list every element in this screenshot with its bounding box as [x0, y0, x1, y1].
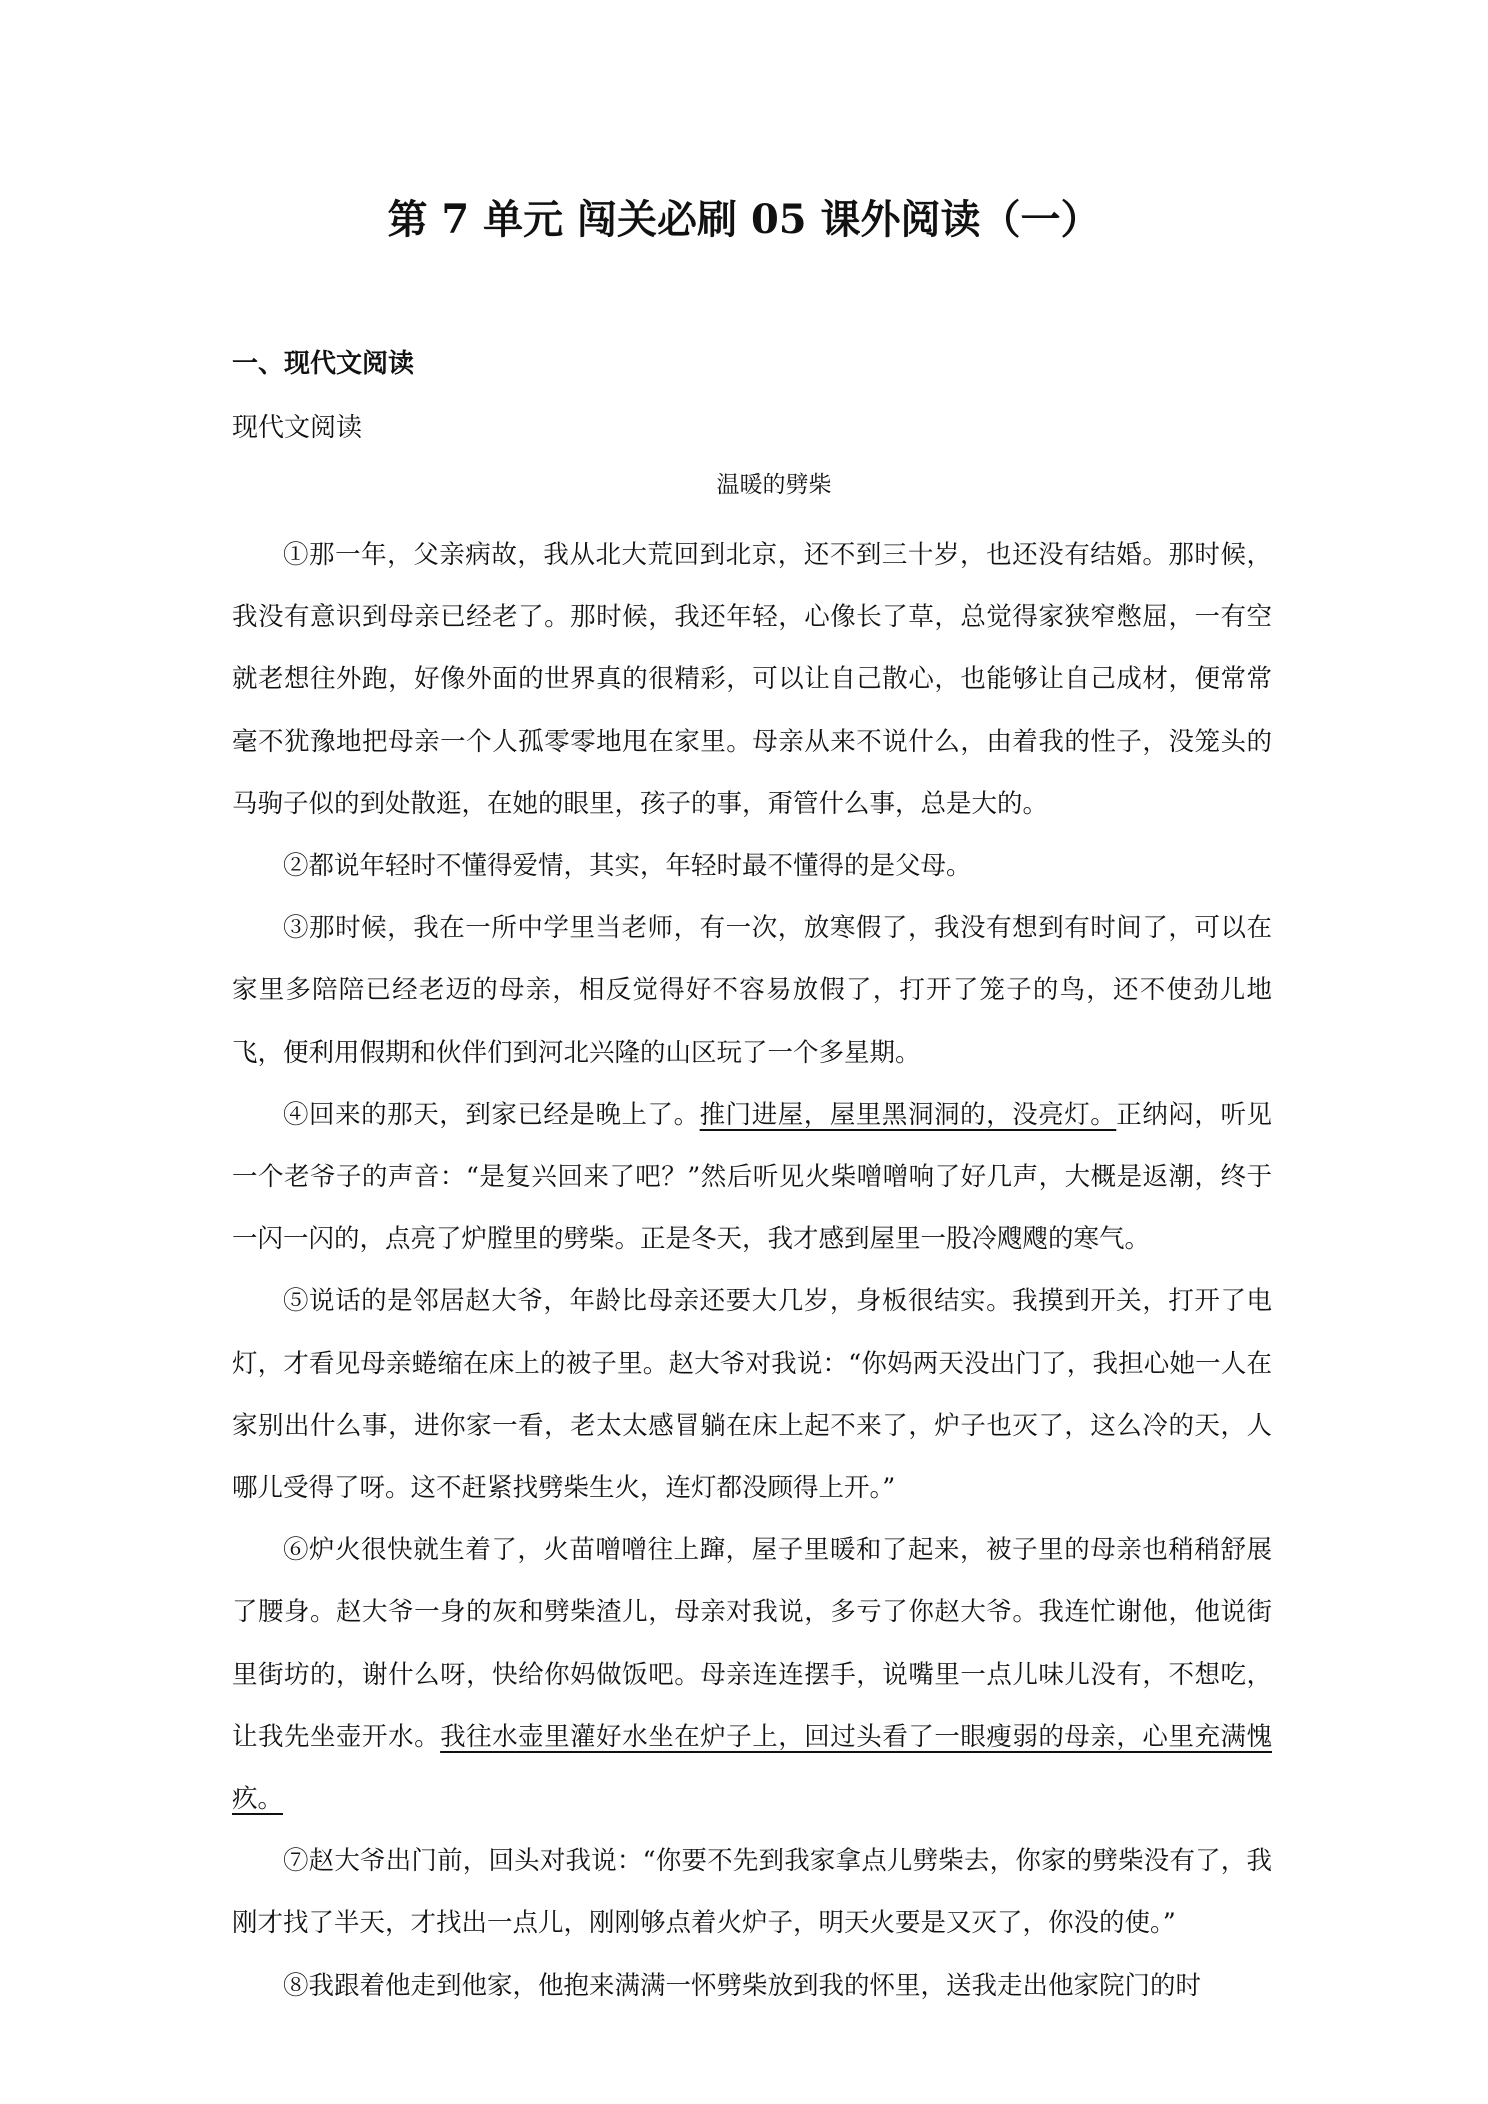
paragraph-6 [232, 1519, 1272, 1830]
paragraph-6-underlined-sentence: 我往水壶里灌好水坐在炉子上，回过头看了一眼瘦弱的母亲，心里充满愧疚。 [232, 1721, 1272, 1815]
paragraph-4-underlined-sentence: 推门进屋，屋里黑洞洞的，没亮灯。 [699, 1099, 1117, 1130]
paragraph-5: ⑤说话的是邻居赵大爷，年龄比母亲还要大几岁，身板很结实。我摸到开关，打开了电灯，才看见母亲蜷缩在床上的被子里。赵大爷对我说：“你妈两天没出门了，我担心她一人在家别出什么事，进你家一看，老太太感冒躺在床上起不来了，炉子也灭了，这么冷的天，人哪儿受得了呀。这不赶紧找劈柴生火，连灯都没顾得上开。” [232, 1286, 1272, 1504]
paragraph-7: ⑦赵大爷出门前，回头对我说：“你要不先到我家拿点儿劈柴去，你家的劈柴没有了，我刚才找了半天，才找出一点儿，刚刚够点着火炉子，明天火要是又灭了，你没的使。” [232, 1846, 1272, 1939]
paragraph-4-text-before: ④回来的那天，到家已经是晚上了。 [283, 1099, 700, 1130]
section-heading: 一、现代文阅读 [232, 349, 415, 379]
paragraph-6-text-before: ⑥炉火很快就生着了，火苗噌噌往上蹿，屋子里暖和了起来，被子里的母亲也稍稍舒展了腰身。赵大爷一身的灰和劈柴渣儿，母亲对我说，多亏了你赵大爷。我连忙谢他，他说街里街坊的，谢什么呀，快给你妈做饭吧。母亲连连摆手，说嘴里一点儿味儿没有，不想吃，让我先坐壶开水。 [232, 1535, 1272, 1752]
article-body [232, 524, 1272, 2017]
paragraph-8: ⑧我跟着他走到他家，他抱来满满一怀劈柴放到我的怀里，送我走出他家院门的时 [283, 1970, 1202, 2001]
paragraph-2: ②都说年轻时不懂得爱情，其实，年轻时最不懂得的是父母。 [283, 851, 972, 882]
paragraph-4-text-after: 正纳闷，听见一个老爷子的声音：“是复兴回来了吧？”然后听见火柴噌噌响了好几声，大概是返潮，终于一闪一闪的，点亮了炉膛里的劈柴。正是冬天，我才感到屋里一股冷飕飕的寒气。 [232, 1099, 1272, 1255]
section-subheading: 现代文阅读 [232, 413, 363, 443]
document-title: 第 7 单元 闯关必刷 05 课外阅读（一） [387, 196, 1101, 243]
paragraph-1: ①那一年，父亲病故，我从北大荒回到北京，还不到三十岁，也还没有结婚。那时候，我没有意识到母亲已经老了。那时候，我还年轻，心像长了草，总觉得家狭窄憋屈，一有空就老想往外跑，好像外面的世界真的很精彩，可以让自己散心，也能够让自己成材，便常常毫不犹豫地把母亲一个人孤零零地甩在家里。母亲从来不说什么，由着我的性子，没笼头的马驹子似的到处散逛，在她的眼里，孩子的事，甭管什么事，总是大的。 [232, 540, 1272, 819]
paragraph-3: ③那时候，我在一所中学里当老师，有一次，放寒假了，我没有想到有时间了，可以在家里多陪陪已经老迈的母亲，相反觉得好不容易放假了，打开了笼子的鸟，还不使劲儿地飞，便利用假期和伙伴们到河北兴隆的山区玩了一个多星期。 [232, 913, 1272, 1068]
article-title: 温暖的劈柴 [716, 472, 832, 498]
paragraph-4 [232, 1084, 1272, 1271]
